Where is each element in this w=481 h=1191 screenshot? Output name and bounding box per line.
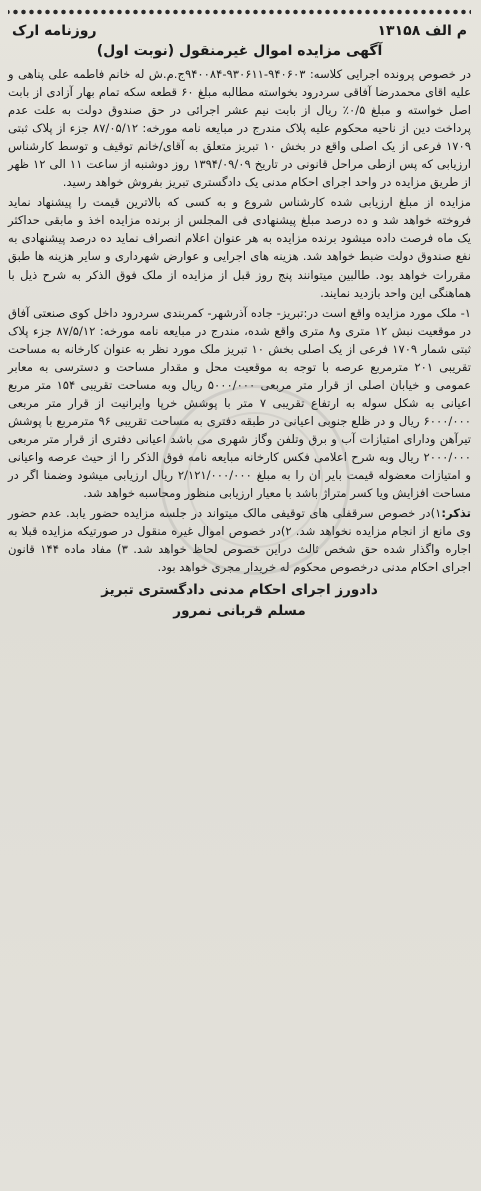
issue-number: م الف ۱۳۱۵۸ — [377, 23, 467, 39]
newspaper-name: روزنامه ارک — [12, 23, 97, 39]
dotted-top-border — [8, 4, 471, 20]
paragraph-property-description: ۱- ملک مورد مزایده واقع است در:تبریز- جاده آذرشهر- کمربندی سردرود داخل کوی صنعتی آفاق در موقعیت نبش ۱۲ متری و۸ متری واقع شده، مندرج در مبایعه نامه مورخه: ۸۷/۵/۱۲ جزء پلاک ثبتی شمار ۱۷۰۹ فرعی از یک اصلی بخش ۱۰ تبریز ملک مورد نظر به عنوان کارخانه به مساحت تقریبی ۲۰۱ مترمربع عرصه با توجه به موقعیت محل و مقدار مساحت و دسترسی به معابر عمومی و خیابان اصلی از قرار متر مربعی ۵۰۰۰/۰۰۰ ریال وبه مساحت تقریبی ۱۵۴ متر مربع اعیانی به شکل سوله به ارتفاع تقریبی ۷ متر با پوشش خرپا وایرانیت از قرار متر مربعی ۶۰۰۰/۰۰۰ ریال و در ظلع جنوبی اعیانی در طبقه دفتری به مساحت تقریبی ۹۶ مترمربع با پوشش تیرآهن ودارای امتیازات آب و برق وتلفن وگاز شهری می باشد اعیانی دفتری از قرار متر مربعی ۲۰۰۰/۰۰۰ ریال وبه شرح اعلامی فکس کارخانه مبایعه نامه فوق الذکر را از حیث عرصه واعیانی و امتیازات معضوله قیمت بایر ان را به مبلغ ۲/۱۲۱/۰۰۰/۰۰۰ ریال ارزیابی میشود وضمنا اگر در مساحت افزایش ویا کسر متراژ باشد با معیار ارزیابی منظور ومحاسبه خواهد شد. — [8, 305, 472, 501]
signature-block — [8, 580, 471, 622]
masthead — [8, 22, 471, 40]
paragraph-note — [8, 504, 471, 576]
notice-body — [8, 65, 471, 576]
notice-title: آگهی مزایده اموال غیرمنقول (نوبت اول) — [96, 43, 383, 59]
paragraph-auction-terms: مزایده از مبلغ ارزیابی شده کارشناس شروع و به کسی که بالاترین قیمت را پیشنهاد نماید فروخته خواهد شد و ده درصد مبلغ پیشنهادی فی المجلس از برنده مزایده اخذ و مابقی حداکثر یک ماه فرصت داده میشود برنده مزایده به هر عنوان اعلام انصراف نماید ده درصد پیشنهادی به نفع صندوق دولت ضبط خواهد شد. هزینه های اجرایی و عوارض شهرداری و سایر هزینه ها طبق مقررات خواهد بود. طالبین میتوانند پنج روز قبل از مزایده از ملک فوق الذکر به شرح ذیل با هماهنگی این واحد بازدید نمایند. — [8, 195, 471, 300]
signature-office: دادورز اجرای احکام مدنی دادگستری تبریز — [101, 582, 378, 599]
note-text: ۱)در خصوص سرقفلی های توقیفی مالک میتواند در جلسه مزایده حضور یابد. عدم حضور وی مانع از انجام مزایده نخواهد شد. ۲)در خصوص اموال غیره منقول در صورتیکه مزایده قبلا به اجاره واگذار شده حق شخص ثالث دراین خصوص لحاظ خواهد شد. ۳) مفاد ماده ۱۴۴ قانون اجرای احکام مدنی درخصوص محکوم له خریدار مجری خواهد بود. — [8, 506, 471, 575]
paragraph-case-details: در خصوص پرونده اجرایی کلاسه: ۹۴۰۶۰۳-۹۳۰۶۱۱-۹۴۰۰۸۴ج.م.ش له خانم فاطمه علی پناهی و علیه اقای محمدرضا آفاقی سردرود بخواسته مطالبه مبلغ ۶۰ قطعه سکه تمام بهار آزادی از بابت اصل خواسته و مبلغ ۰/۵٪ ریال از بابت نیم عشر اجرائی در حق صندوق دولت به علت عدم پرداخت دین از ناحیه محکوم علیه پلاک مندرج در مبایعه نامه مورخه: ۸۷/۰۵/۱۲ جزء از پلاک ثبتی ۱۷۰۹ فرعی از یک اصلی واقع در بخش ۱۰ تبریز متعلق به آقای/خانم توقیف و توسط کارشناس ارزیابی که پس ازطی مراحل قانونی در تاریخ ۱۳۹۴/۰۹/۰۹ روز دوشنبه از ساعت ۱۱ الی ۱۲ ظهر از طریق مزایده در واحد اجرای احکام مدنی یک دادگستری تبریز بفروش خواهد رسید. — [8, 67, 472, 190]
signature-name: مسلم قربانی نمرور — [173, 603, 306, 620]
note-label: تذکر: — [441, 506, 471, 521]
